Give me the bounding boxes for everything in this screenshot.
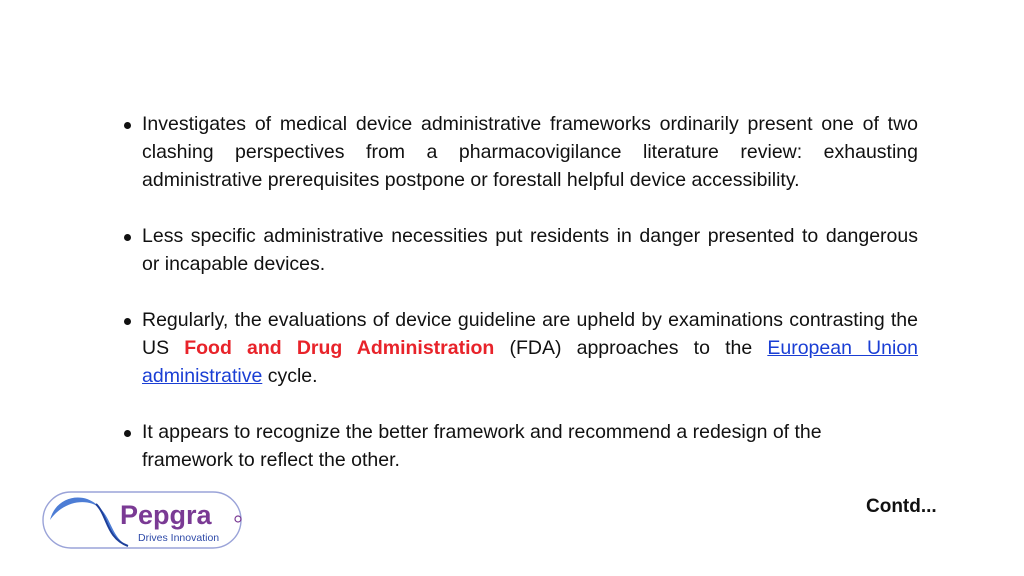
bullet-text-part: cycle. <box>262 365 318 387</box>
bullet-dot-icon <box>124 234 131 241</box>
logo-name: Pepgra <box>120 500 212 530</box>
pepgra-logo-graphic <box>42 490 246 550</box>
fda-highlight: Food and Drug Administration <box>184 337 495 359</box>
bullet-item-4 <box>122 418 918 474</box>
eu-administrative-link[interactable]: European Union administrative <box>142 337 919 387</box>
bullet-text-part: (FDA) approaches to the <box>494 337 768 359</box>
bullet-text-part: Regularly, the evaluations of device guideline are upheld by examinations contrasting the US <box>142 309 918 359</box>
bullet-list <box>122 110 918 502</box>
bullet-item-2 <box>122 222 918 278</box>
bullet-text: It appears to recognize the better framework and recommend a redesign of the framework to reflect the other. <box>142 421 822 471</box>
bullet-text: Less specific administrative necessities put residents in danger presented to dangerous or incapable devices. <box>142 225 918 275</box>
logo-tagline: Drives Innovation <box>138 532 220 544</box>
bullet-text: Investigates of medical device administrative frameworks ordinarily present one of two clashing perspectives from a pharmacovigilance literature review: exhausting administrative prerequisites postpone or forestall helpful device accessibility. <box>142 113 918 191</box>
contd-label: Contd... <box>866 496 937 517</box>
bullet-dot-icon <box>124 430 131 437</box>
bullet-item-3 <box>122 306 918 390</box>
bullet-item-1 <box>122 110 918 194</box>
bullet-dot-icon <box>124 318 131 325</box>
pepgra-logo <box>42 490 246 550</box>
bullet-dot-icon <box>124 122 131 129</box>
